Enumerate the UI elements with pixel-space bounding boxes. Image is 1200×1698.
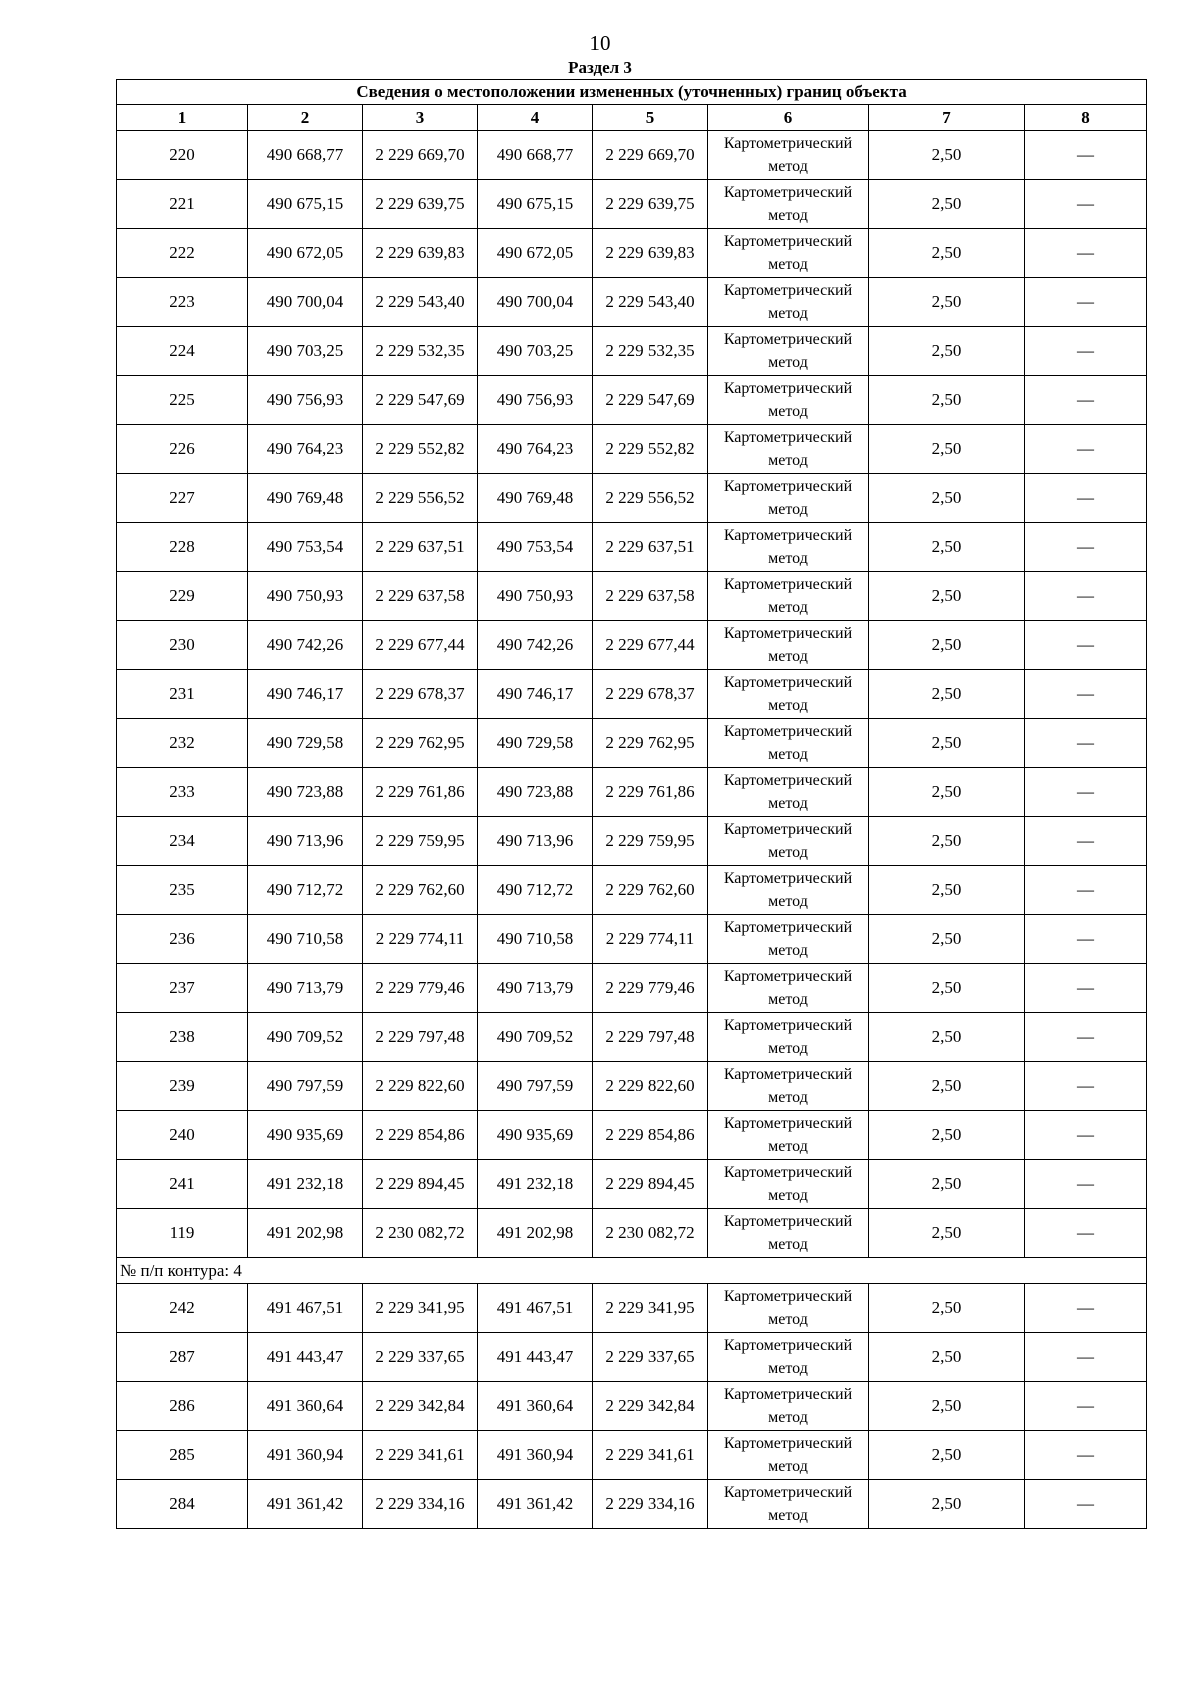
precision-cell: 2,50 — [869, 1480, 1025, 1529]
point-number-cell: 226 — [117, 425, 248, 474]
description-cell: — — [1025, 1382, 1147, 1431]
y-existing-cell: 2 229 762,60 — [363, 866, 478, 915]
precision-cell: 2,50 — [869, 180, 1025, 229]
x-new-cell: 491 232,18 — [478, 1160, 593, 1209]
description-cell: — — [1025, 817, 1147, 866]
x-existing-cell: 491 467,51 — [248, 1284, 363, 1333]
y-existing-cell: 2 229 759,95 — [363, 817, 478, 866]
precision-cell: 2,50 — [869, 621, 1025, 670]
precision-cell: 2,50 — [869, 1431, 1025, 1480]
x-new-cell: 490 710,58 — [478, 915, 593, 964]
precision-cell: 2,50 — [869, 1111, 1025, 1160]
method-cell: Картометрический метод — [708, 327, 869, 376]
method-cell: Картометрический метод — [708, 1062, 869, 1111]
precision-cell: 2,50 — [869, 229, 1025, 278]
x-new-cell: 490 668,77 — [478, 131, 593, 180]
x-existing-cell: 490 710,58 — [248, 915, 363, 964]
y-existing-cell: 2 229 543,40 — [363, 278, 478, 327]
precision-cell: 2,50 — [869, 523, 1025, 572]
x-existing-cell: 491 360,64 — [248, 1382, 363, 1431]
table-row — [117, 131, 1147, 180]
description-cell: — — [1025, 1013, 1147, 1062]
method-cell: Картометрический метод — [708, 229, 869, 278]
method-cell: Картометрический метод — [708, 523, 869, 572]
table-row — [117, 1111, 1147, 1160]
y-new-cell: 2 229 677,44 — [593, 621, 708, 670]
point-number-cell: 235 — [117, 866, 248, 915]
x-new-cell: 490 713,79 — [478, 964, 593, 1013]
table-header-row — [117, 105, 1147, 131]
table-row — [117, 719, 1147, 768]
x-existing-cell: 490 675,15 — [248, 180, 363, 229]
y-new-cell: 2 229 854,86 — [593, 1111, 708, 1160]
y-existing-cell: 2 229 341,95 — [363, 1284, 478, 1333]
description-cell: — — [1025, 376, 1147, 425]
x-existing-cell: 490 672,05 — [248, 229, 363, 278]
y-existing-cell: 2 229 779,46 — [363, 964, 478, 1013]
point-number-cell: 230 — [117, 621, 248, 670]
point-number-cell: 238 — [117, 1013, 248, 1062]
y-new-cell: 2 230 082,72 — [593, 1209, 708, 1258]
x-existing-cell: 490 713,96 — [248, 817, 363, 866]
table-row — [117, 670, 1147, 719]
x-new-cell: 491 202,98 — [478, 1209, 593, 1258]
point-number-cell: 119 — [117, 1209, 248, 1258]
precision-cell: 2,50 — [869, 670, 1025, 719]
x-existing-cell: 490 709,52 — [248, 1013, 363, 1062]
x-existing-cell: 490 703,25 — [248, 327, 363, 376]
y-existing-cell: 2 229 334,16 — [363, 1480, 478, 1529]
x-new-cell: 490 703,25 — [478, 327, 593, 376]
method-cell: Картометрический метод — [708, 1431, 869, 1480]
precision-cell: 2,50 — [869, 1062, 1025, 1111]
x-new-cell: 490 713,96 — [478, 817, 593, 866]
x-existing-cell: 490 668,77 — [248, 131, 363, 180]
y-existing-cell: 2 229 556,52 — [363, 474, 478, 523]
table-row — [117, 474, 1147, 523]
y-new-cell: 2 229 547,69 — [593, 376, 708, 425]
x-new-cell: 490 723,88 — [478, 768, 593, 817]
point-number-cell: 287 — [117, 1333, 248, 1382]
column-header: 4 — [478, 105, 593, 131]
x-existing-cell: 490 764,23 — [248, 425, 363, 474]
column-header: 5 — [593, 105, 708, 131]
method-cell: Картометрический метод — [708, 1284, 869, 1333]
x-new-cell: 490 709,52 — [478, 1013, 593, 1062]
method-cell: Картометрический метод — [708, 1160, 869, 1209]
x-existing-cell: 490 935,69 — [248, 1111, 363, 1160]
x-new-cell: 490 797,59 — [478, 1062, 593, 1111]
precision-cell: 2,50 — [869, 327, 1025, 376]
description-cell: — — [1025, 621, 1147, 670]
y-new-cell: 2 229 762,95 — [593, 719, 708, 768]
table-row — [117, 1209, 1147, 1258]
point-number-cell: 225 — [117, 376, 248, 425]
y-existing-cell: 2 229 677,44 — [363, 621, 478, 670]
description-cell: — — [1025, 964, 1147, 1013]
description-cell: — — [1025, 866, 1147, 915]
x-existing-cell: 491 360,94 — [248, 1431, 363, 1480]
point-number-cell: 233 — [117, 768, 248, 817]
point-number-cell: 222 — [117, 229, 248, 278]
x-existing-cell: 490 756,93 — [248, 376, 363, 425]
method-cell: Картометрический метод — [708, 1382, 869, 1431]
table-row — [117, 1480, 1147, 1529]
point-number-cell: 284 — [117, 1480, 248, 1529]
y-new-cell: 2 229 759,95 — [593, 817, 708, 866]
y-existing-cell: 2 229 797,48 — [363, 1013, 478, 1062]
description-cell: — — [1025, 768, 1147, 817]
x-existing-cell: 490 713,79 — [248, 964, 363, 1013]
y-existing-cell: 2 229 547,69 — [363, 376, 478, 425]
table-row — [117, 621, 1147, 670]
table-row — [117, 1160, 1147, 1209]
point-number-cell: 223 — [117, 278, 248, 327]
y-new-cell: 2 229 797,48 — [593, 1013, 708, 1062]
precision-cell: 2,50 — [869, 474, 1025, 523]
table-row — [117, 278, 1147, 327]
y-new-cell: 2 229 532,35 — [593, 327, 708, 376]
y-new-cell: 2 229 639,83 — [593, 229, 708, 278]
x-existing-cell: 490 742,26 — [248, 621, 363, 670]
y-existing-cell: 2 229 342,84 — [363, 1382, 478, 1431]
description-cell: — — [1025, 1160, 1147, 1209]
method-cell: Картометрический метод — [708, 915, 869, 964]
y-new-cell: 2 229 342,84 — [593, 1382, 708, 1431]
y-existing-cell: 2 229 341,61 — [363, 1431, 478, 1480]
description-cell: — — [1025, 278, 1147, 327]
precision-cell: 2,50 — [869, 768, 1025, 817]
contour-label-row — [117, 1258, 1147, 1284]
description-cell: — — [1025, 1480, 1147, 1529]
precision-cell: 2,50 — [869, 1284, 1025, 1333]
table-row — [117, 180, 1147, 229]
x-new-cell: 491 443,47 — [478, 1333, 593, 1382]
point-number-cell: 227 — [117, 474, 248, 523]
point-number-cell: 221 — [117, 180, 248, 229]
point-number-cell: 236 — [117, 915, 248, 964]
y-new-cell: 2 229 761,86 — [593, 768, 708, 817]
x-existing-cell: 490 769,48 — [248, 474, 363, 523]
x-new-cell: 490 729,58 — [478, 719, 593, 768]
description-cell: — — [1025, 131, 1147, 180]
y-existing-cell: 2 229 678,37 — [363, 670, 478, 719]
x-new-cell: 490 700,04 — [478, 278, 593, 327]
method-cell: Картометрический метод — [708, 621, 869, 670]
y-existing-cell: 2 229 337,65 — [363, 1333, 478, 1382]
x-new-cell: 490 750,93 — [478, 572, 593, 621]
precision-cell: 2,50 — [869, 278, 1025, 327]
table-row — [117, 1382, 1147, 1431]
precision-cell: 2,50 — [869, 866, 1025, 915]
y-new-cell: 2 229 341,61 — [593, 1431, 708, 1480]
column-header: 2 — [248, 105, 363, 131]
y-existing-cell: 2 229 532,35 — [363, 327, 478, 376]
description-cell: — — [1025, 1284, 1147, 1333]
precision-cell: 2,50 — [869, 1209, 1025, 1258]
contour-label: № п/п контура: 4 — [117, 1258, 1147, 1284]
method-cell: Картометрический метод — [708, 180, 869, 229]
table-row — [117, 523, 1147, 572]
method-cell: Картометрический метод — [708, 1013, 869, 1062]
table-row — [117, 1013, 1147, 1062]
x-existing-cell: 490 729,58 — [248, 719, 363, 768]
point-number-cell: 231 — [117, 670, 248, 719]
x-existing-cell: 490 797,59 — [248, 1062, 363, 1111]
description-cell: — — [1025, 180, 1147, 229]
x-new-cell: 490 712,72 — [478, 866, 593, 915]
y-existing-cell: 2 229 637,51 — [363, 523, 478, 572]
method-cell: Картометрический метод — [708, 474, 869, 523]
y-existing-cell: 2 229 639,83 — [363, 229, 478, 278]
point-number-cell: 220 — [117, 131, 248, 180]
point-number-cell: 224 — [117, 327, 248, 376]
table-row — [117, 572, 1147, 621]
point-number-cell: 234 — [117, 817, 248, 866]
y-existing-cell: 2 230 082,72 — [363, 1209, 478, 1258]
y-new-cell: 2 229 337,65 — [593, 1333, 708, 1382]
description-cell: — — [1025, 915, 1147, 964]
description-cell: — — [1025, 572, 1147, 621]
x-existing-cell: 491 361,42 — [248, 1480, 363, 1529]
section-title: Раздел 3 — [568, 58, 632, 77]
y-existing-cell: 2 229 761,86 — [363, 768, 478, 817]
column-header: 3 — [363, 105, 478, 131]
y-new-cell: 2 229 762,60 — [593, 866, 708, 915]
y-existing-cell: 2 229 854,86 — [363, 1111, 478, 1160]
precision-cell: 2,50 — [869, 425, 1025, 474]
x-new-cell: 490 756,93 — [478, 376, 593, 425]
y-existing-cell: 2 229 762,95 — [363, 719, 478, 768]
point-number-cell: 285 — [117, 1431, 248, 1480]
y-new-cell: 2 229 637,51 — [593, 523, 708, 572]
table-row — [117, 1431, 1147, 1480]
x-new-cell: 491 360,94 — [478, 1431, 593, 1480]
y-existing-cell: 2 229 552,82 — [363, 425, 478, 474]
description-cell: — — [1025, 1333, 1147, 1382]
column-header: 7 — [869, 105, 1025, 131]
method-cell: Картометрический метод — [708, 131, 869, 180]
y-new-cell: 2 229 639,75 — [593, 180, 708, 229]
method-cell: Картометрический метод — [708, 572, 869, 621]
x-existing-cell: 490 746,17 — [248, 670, 363, 719]
y-new-cell: 2 229 774,11 — [593, 915, 708, 964]
y-existing-cell: 2 229 669,70 — [363, 131, 478, 180]
x-new-cell: 491 467,51 — [478, 1284, 593, 1333]
table-row — [117, 376, 1147, 425]
y-existing-cell: 2 229 894,45 — [363, 1160, 478, 1209]
method-cell: Картометрический метод — [708, 1209, 869, 1258]
description-cell: — — [1025, 1209, 1147, 1258]
precision-cell: 2,50 — [869, 719, 1025, 768]
point-number-cell: 241 — [117, 1160, 248, 1209]
precision-cell: 2,50 — [869, 1160, 1025, 1209]
precision-cell: 2,50 — [869, 964, 1025, 1013]
table-row — [117, 915, 1147, 964]
table-caption: Сведения о местоположении измененных (уточненных) границ объекта — [117, 80, 1147, 105]
x-new-cell: 490 764,23 — [478, 425, 593, 474]
x-existing-cell: 490 723,88 — [248, 768, 363, 817]
y-new-cell: 2 229 556,52 — [593, 474, 708, 523]
x-existing-cell: 490 750,93 — [248, 572, 363, 621]
method-cell: Картометрический метод — [708, 1111, 869, 1160]
point-number-cell: 286 — [117, 1382, 248, 1431]
x-new-cell: 490 746,17 — [478, 670, 593, 719]
method-cell: Картометрический метод — [708, 768, 869, 817]
description-cell: — — [1025, 474, 1147, 523]
x-new-cell: 490 769,48 — [478, 474, 593, 523]
table-row — [117, 327, 1147, 376]
precision-cell: 2,50 — [869, 817, 1025, 866]
y-new-cell: 2 229 334,16 — [593, 1480, 708, 1529]
description-cell: — — [1025, 229, 1147, 278]
description-cell: — — [1025, 425, 1147, 474]
page-number: 10 — [589, 31, 611, 55]
x-existing-cell: 491 232,18 — [248, 1160, 363, 1209]
table-body — [117, 80, 1147, 1529]
y-existing-cell: 2 229 637,58 — [363, 572, 478, 621]
point-number-cell: 232 — [117, 719, 248, 768]
precision-cell: 2,50 — [869, 915, 1025, 964]
point-number-cell: 228 — [117, 523, 248, 572]
y-new-cell: 2 229 779,46 — [593, 964, 708, 1013]
table-row — [117, 768, 1147, 817]
method-cell: Картометрический метод — [708, 425, 869, 474]
x-existing-cell: 490 712,72 — [248, 866, 363, 915]
y-new-cell: 2 229 341,95 — [593, 1284, 708, 1333]
point-number-cell: 237 — [117, 964, 248, 1013]
y-existing-cell: 2 229 822,60 — [363, 1062, 478, 1111]
x-new-cell: 490 935,69 — [478, 1111, 593, 1160]
y-existing-cell: 2 229 639,75 — [363, 180, 478, 229]
y-new-cell: 2 229 894,45 — [593, 1160, 708, 1209]
point-number-cell: 242 — [117, 1284, 248, 1333]
y-new-cell: 2 229 669,70 — [593, 131, 708, 180]
y-existing-cell: 2 229 774,11 — [363, 915, 478, 964]
x-existing-cell: 490 700,04 — [248, 278, 363, 327]
column-header: 8 — [1025, 105, 1147, 131]
method-cell: Картометрический метод — [708, 964, 869, 1013]
description-cell: — — [1025, 1062, 1147, 1111]
x-new-cell: 491 361,42 — [478, 1480, 593, 1529]
precision-cell: 2,50 — [869, 1013, 1025, 1062]
x-existing-cell: 491 443,47 — [248, 1333, 363, 1382]
point-number-cell: 229 — [117, 572, 248, 621]
description-cell: — — [1025, 1111, 1147, 1160]
description-cell: — — [1025, 719, 1147, 768]
y-new-cell: 2 229 637,58 — [593, 572, 708, 621]
table-row — [117, 229, 1147, 278]
method-cell: Картометрический метод — [708, 670, 869, 719]
y-new-cell: 2 229 543,40 — [593, 278, 708, 327]
x-new-cell: 491 360,64 — [478, 1382, 593, 1431]
description-cell: — — [1025, 670, 1147, 719]
precision-cell: 2,50 — [869, 1382, 1025, 1431]
table-row — [117, 425, 1147, 474]
point-number-cell: 240 — [117, 1111, 248, 1160]
table-row — [117, 1062, 1147, 1111]
method-cell: Картометрический метод — [708, 719, 869, 768]
method-cell: Картометрический метод — [708, 817, 869, 866]
y-new-cell: 2 229 822,60 — [593, 1062, 708, 1111]
method-cell: Картометрический метод — [708, 376, 869, 425]
precision-cell: 2,50 — [869, 131, 1025, 180]
precision-cell: 2,50 — [869, 1333, 1025, 1382]
x-new-cell: 490 675,15 — [478, 180, 593, 229]
description-cell: — — [1025, 327, 1147, 376]
precision-cell: 2,50 — [869, 572, 1025, 621]
description-cell: — — [1025, 523, 1147, 572]
description-cell: — — [1025, 1431, 1147, 1480]
column-header: 1 — [117, 105, 248, 131]
y-new-cell: 2 229 552,82 — [593, 425, 708, 474]
x-new-cell: 490 672,05 — [478, 229, 593, 278]
column-header: 6 — [708, 105, 869, 131]
method-cell: Картометрический метод — [708, 1480, 869, 1529]
x-existing-cell: 491 202,98 — [248, 1209, 363, 1258]
x-existing-cell: 490 753,54 — [248, 523, 363, 572]
table-row — [117, 817, 1147, 866]
table-row — [117, 1333, 1147, 1382]
point-number-cell: 239 — [117, 1062, 248, 1111]
boundary-coordinates-table — [116, 79, 1147, 1529]
method-cell: Картометрический метод — [708, 278, 869, 327]
x-new-cell: 490 742,26 — [478, 621, 593, 670]
y-new-cell: 2 229 678,37 — [593, 670, 708, 719]
method-cell: Картометрический метод — [708, 1333, 869, 1382]
x-new-cell: 490 753,54 — [478, 523, 593, 572]
table-row — [117, 866, 1147, 915]
table-caption-row — [117, 80, 1147, 105]
table-row — [117, 1284, 1147, 1333]
method-cell: Картометрический метод — [708, 866, 869, 915]
table-row — [117, 964, 1147, 1013]
precision-cell: 2,50 — [869, 376, 1025, 425]
